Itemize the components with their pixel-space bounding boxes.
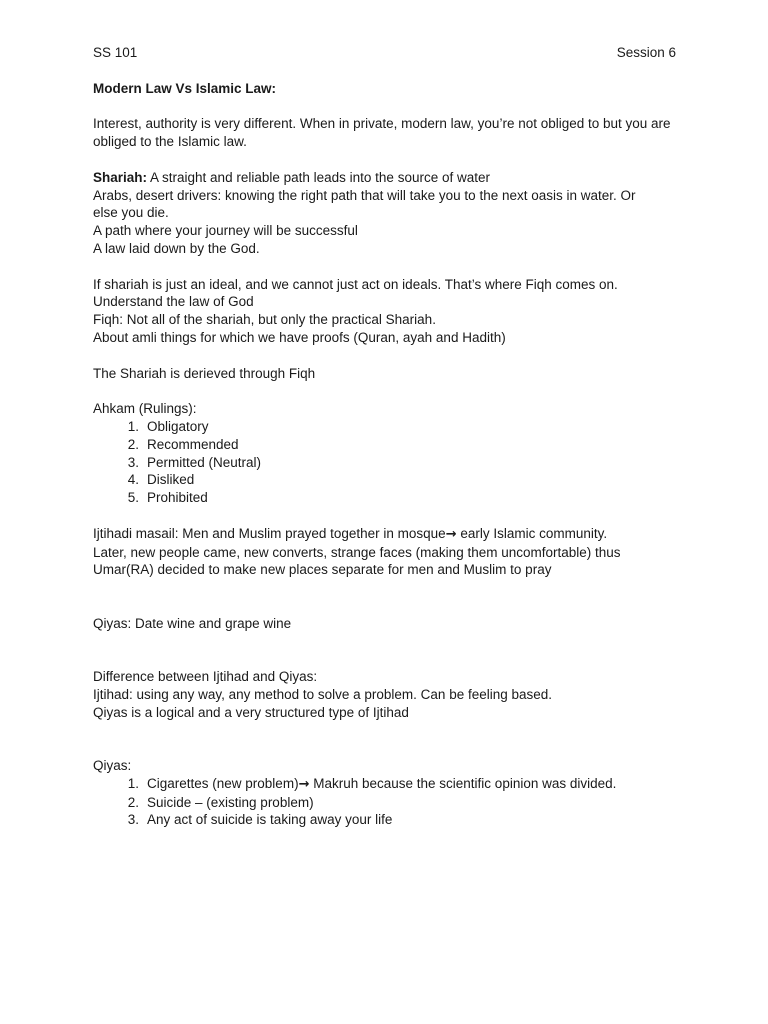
list-item [93,418,676,436]
intro-paragraph: Interest, authority is very different. When in private, modern law, you’re not obliged to but you are obliged to the Islamic law. [93,116,671,150]
list-number: 1. [127,418,139,434]
list-text: Recommended [147,436,239,452]
page-header [93,44,676,62]
list-item [93,436,676,454]
list-number: 4. [127,472,139,488]
list-number: 2. [127,794,139,810]
list-text-part: Makruh because the scientific opinion was divided. [309,775,617,791]
list-number: 3. [127,812,139,828]
shariah-definition-text: A straight and reliable path leads into the source of water [147,169,490,185]
course-code: SS 101 [93,45,138,60]
list-text: Obligatory [147,418,209,434]
list-item [93,811,676,829]
qiyas-heading: Qiyas: [93,758,132,774]
qiyas-example: Qiyas: Date wine and grape wine [93,615,292,631]
ahkam-heading: Ahkam (Rulings): [93,401,197,417]
list-item [93,489,676,507]
shariah-line: A law laid down by the God. [93,240,260,256]
ijtihad-definition: Ijtihad: using any way, any method to solve a problem. Can be feeling based. [93,686,553,702]
qiyas-list [93,775,676,829]
shariah-line: else you die. [93,205,169,221]
list-number: 5. [127,490,139,506]
fiqh-line: If shariah is just an ideal, and we cannot just act on ideals. That’s where Fiqh comes on. [93,276,618,292]
difference-heading: Difference between Ijtihad and Qiyas: [93,669,318,685]
list-text: Disliked [147,472,195,488]
list-text [147,775,616,794]
shariah-definition [93,169,676,187]
list-text: Suicide – (existing problem) [147,794,314,810]
shariah-label: Shariah: [93,169,148,185]
shariah-line: A path where your journey will be successful [93,223,358,239]
list-item [93,775,676,794]
list-item [93,454,676,472]
list-number: 1. [127,775,139,791]
fiqh-line: Fiqh: Not all of the shariah, but only the practical Shariah. [93,312,436,328]
ijtihadi-text: Ijtihadi masail: Men and Muslim prayed together in mosque [93,525,446,541]
ijtihadi-line: Umar(RA) decided to make new places separate for men and Muslim to pray [93,562,552,578]
list-item [93,794,676,812]
ijtihadi-text: early Islamic community. [456,525,608,541]
ahkam-list [93,418,676,507]
list-text: Prohibited [147,490,208,506]
fiqh-line: Understand the law of God [93,294,254,310]
derived-statement: The Shariah is derieved through Fiqh [93,365,316,381]
list-number: 2. [127,436,139,452]
ijtihadi-line: Later, new people came, new converts, strange faces (making them uncomfortable) thus [93,544,621,560]
list-number: 3. [127,454,139,470]
fiqh-line: About amli things for which we have proofs (Quran, ayah and Hadith) [93,329,506,345]
document-page [93,44,676,829]
document-title: Modern Law Vs Islamic Law: [93,80,277,96]
list-text: Any act of suicide is taking away your life [147,812,393,828]
qiyas-definition: Qiyas is a logical and a very structured type of Ijtihad [93,704,409,720]
list-text: Permitted (Neutral) [147,454,262,470]
list-item [93,471,676,489]
session-label: Session 6 [616,45,676,60]
list-text-part: Cigarettes (new problem) [147,775,299,791]
shariah-line: Arabs, desert drivers: knowing the right path that will take you to the next oasis in water. Or [93,187,636,203]
arrow-right-icon: → [298,776,310,792]
arrow-right-icon: → [445,526,457,542]
ijtihadi-line [93,525,676,544]
